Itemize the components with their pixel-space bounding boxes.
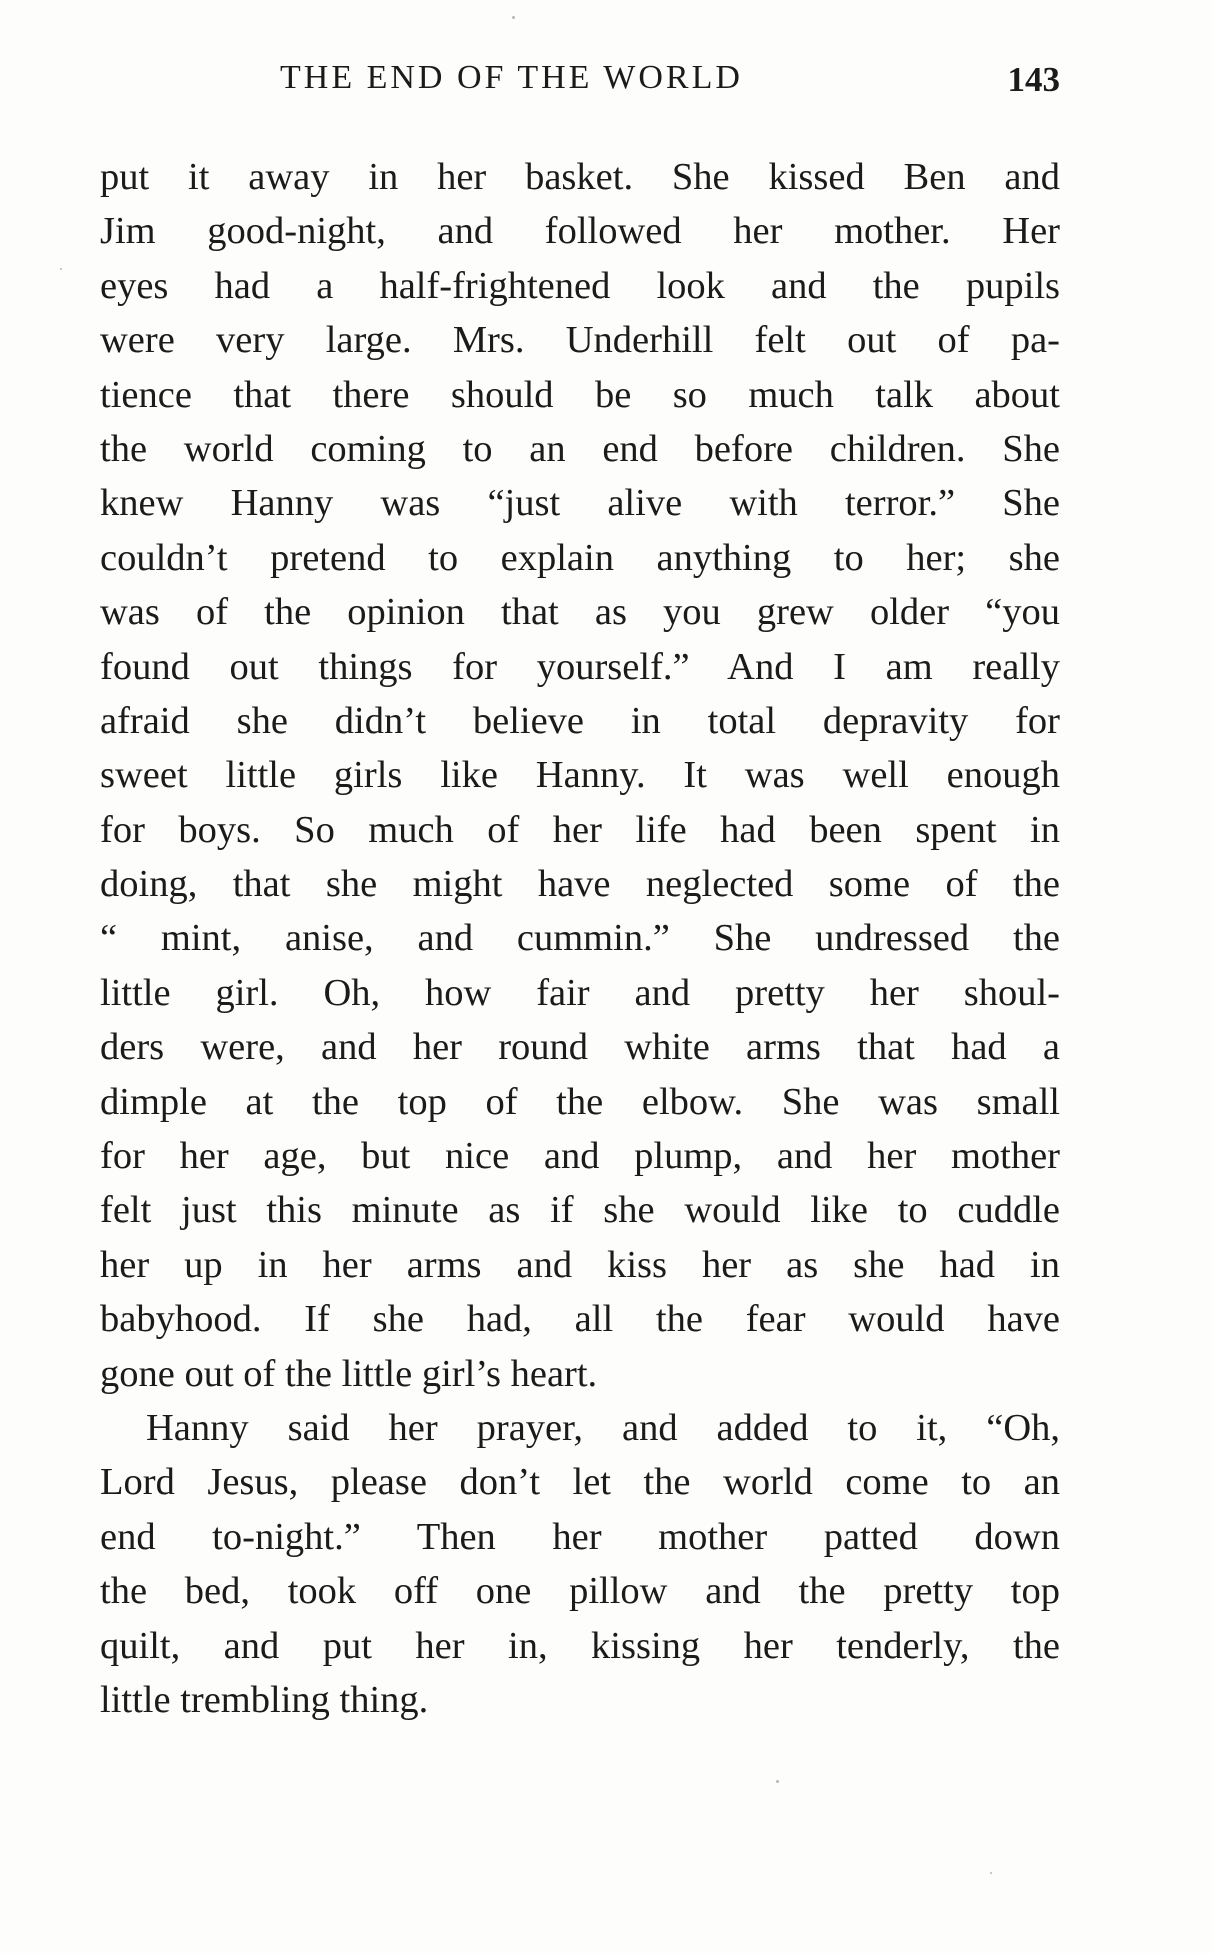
text-line: Lord Jesus, please don’t let the world come to an (100, 1461, 1060, 1504)
paragraph-1 (100, 150, 1060, 1401)
text-line: knew Hanny was “just alive with terror.” She (100, 482, 1060, 525)
paper-speck (776, 1780, 779, 1783)
text-line: ders were, and her round white arms that had a (100, 1026, 1060, 1069)
running-title: THE END OF THE WORLD (280, 59, 743, 96)
text-line: the bed, took off one pillow and the pretty top (100, 1570, 1060, 1613)
text-line: babyhood. If she had, all the fear would have (100, 1298, 1060, 1341)
text-line: were very large. Mrs. Underhill felt out of pa- (100, 319, 1060, 362)
text-line: for her age, but nice and plump, and her mother (100, 1135, 1060, 1178)
text-line: gone out of the little girl’s heart. (100, 1352, 598, 1395)
text-line: felt just this minute as if she would like to cuddle (100, 1189, 1060, 1232)
text-line: “ mint, anise, and cummin.” She undressed the (100, 917, 1060, 960)
text-line: put it away in her basket. She kissed Ben and (100, 156, 1060, 198)
paper-speck (990, 1872, 992, 1874)
text-line: the world coming to an end before children. She (100, 427, 1060, 470)
text-line: for boys. So much of her life had been spent in (100, 808, 1060, 851)
paper-speck (512, 16, 515, 19)
text-line: Jim good-night, and followed her mother. Her (100, 210, 1060, 253)
text-line: afraid she didn’t believe in total depravity for (100, 699, 1060, 742)
paper-speck (60, 268, 62, 270)
text-line: doing, that she might have neglected some of the (100, 863, 1060, 906)
text-line: quilt, and put her in, kissing her tenderly, the (100, 1624, 1060, 1667)
text-line: her up in her arms and kiss her as she had in (100, 1243, 1060, 1286)
text-line: tience that there should be so much talk about (100, 373, 1060, 416)
page-number: 143 (1007, 60, 1060, 99)
text-line: eyes had a half-frightened look and the pupils (100, 264, 1060, 307)
text-line: end to-night.” Then her mother patted down (100, 1515, 1060, 1558)
text-line: was of the opinion that as you grew older “you (100, 591, 1060, 634)
text-line: little trembling thing. (100, 1678, 429, 1721)
text-line: couldn’t pretend to explain anything to her; she (100, 536, 1060, 579)
text-line: dimple at the top of the elbow. She was small (100, 1080, 1060, 1123)
text-line: little girl. Oh, how fair and pretty her shoul- (100, 971, 1060, 1014)
text-line: found out things for yourself.” And I am really (100, 645, 1060, 688)
paragraph-2 (100, 1401, 1060, 1727)
text-line: sweet little girls like Hanny. It was well enough (100, 754, 1060, 797)
body-text (100, 150, 1060, 1727)
text-line: Hanny said her prayer, and added to it, “Oh, (146, 1406, 1060, 1449)
running-head (100, 56, 1060, 100)
